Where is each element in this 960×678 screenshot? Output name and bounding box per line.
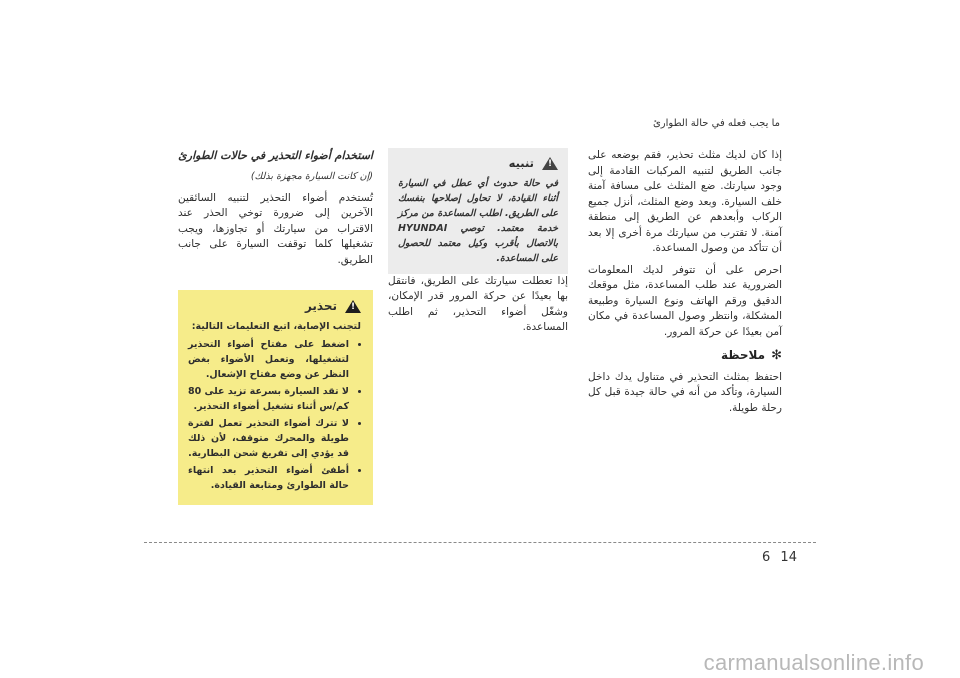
subsection-subtitle: (إن كانت السيارة مجهزة بذلك): [250, 171, 373, 182]
note-heading: [588, 348, 782, 364]
notice-box: [388, 148, 568, 274]
warning-heading-label: تحذير: [304, 299, 337, 313]
warning-intro: لتجنب الإصابة، اتبع التعليمات التالية:: [191, 320, 361, 332]
note-heading-label: ملاحظة: [720, 348, 766, 362]
watermark: carmanualsonline.info: [703, 650, 924, 675]
middle-column: [388, 148, 568, 342]
caution-icon: !: [542, 157, 558, 170]
notice-heading-label: تنبيه: [508, 156, 534, 170]
body-paragraph: تُستخدم أضواء التحذير لتنبيه السائقين الآخرين إلى ضرورة توخي الحذر عند الاقتراب من سيارتك أو تجاوزها، ويجب تشغيلها كلما توقفت السيارة على جانب الطريق.: [178, 191, 373, 266]
warning-item: • أطفئ أضواء التحذير بعد انتهاء حالة الطوارئ ومتابعة القيادة.: [188, 463, 349, 493]
left-column: [178, 148, 373, 505]
page-number-value: 14: [780, 550, 797, 565]
notice-heading: [398, 156, 558, 172]
chapter-number: 6: [762, 550, 771, 565]
warning-item: • لا تقد السيارة بسرعة تزيد على 80 كم/س أثناء تشغيل أضواء التحذير.: [188, 384, 349, 414]
note-text: احتفظ بمثلث التحذير في متناول يدك داخل السيارة، وتأكد من أنه في حالة جيدة قبل كل رحلة طويلة.: [588, 370, 782, 414]
section-header: ما يجب فعله في حالة الطوارئ: [652, 118, 780, 129]
warning-box: [178, 290, 373, 505]
warning-icon: !: [345, 300, 361, 313]
footer-divider: [144, 542, 816, 543]
warning-item: • لا تترك أضواء التحذير تعمل لفترة طويلة والمحرك متوقف، لأن ذلك قد يؤدي إلى تفريغ شحن البطارية.: [188, 416, 349, 461]
body-paragraph: إذا تعطلت سيارتك على الطريق، فانتقل بها بعيدًا عن حركة المرور قدر الإمكان، وشغّل أضواء التحذير، ثم اطلب المساعدة.: [388, 274, 568, 333]
page-number: [762, 550, 797, 565]
body-paragraph: احرص على أن تتوفر لديك المعلومات الضرورية عند طلب المساعدة، مثل موقعك الدقيق ورقم الهاتف ونوع السيارة وطبيعة المشكلة، وانتظر وصول المساعدة في مكان آمن بعيدًا عن حركة المرور.: [588, 263, 782, 338]
subsection-title: استخدام أضواء التحذير في حالات الطوارئ: [178, 149, 373, 162]
warning-list: [188, 337, 361, 493]
right-column: [588, 148, 782, 422]
warning-heading: [188, 299, 361, 315]
notice-text: في حالة حدوث أي عطل في السيارة أثناء القيادة، لا تحاول إصلاحها بنفسك على الطريق. اطلب المساعدة من مركز خدمة معتمد. توصي HYUNDAI بالاتصال بأقرب وكيل معتمد للحصول على المساعدة.: [398, 177, 558, 264]
star-icon: ✻: [771, 348, 782, 363]
warning-item: • اضغط على مفتاح أضواء التحذير لتشغيلها، وتعمل الأضواء بغض النظر عن وضع مفتاح الإشعال.: [188, 337, 349, 382]
body-paragraph: إذا كان لديك مثلث تحذير، فقم بوضعه على جانب الطريق لتنبيه المركبات القادمة إلى وجود سيارتك. ضع المثلث على مسافة آمنة خلف السيارة. وبعد وضع المثلث، أنزل جميع الركاب وأبعدهم عن الطريق إلى منطقة آمنة. لا تقترب من سيارتك مرة أخرى إلا بعد أن تتأكد من وصول المساعدة.: [588, 149, 782, 254]
